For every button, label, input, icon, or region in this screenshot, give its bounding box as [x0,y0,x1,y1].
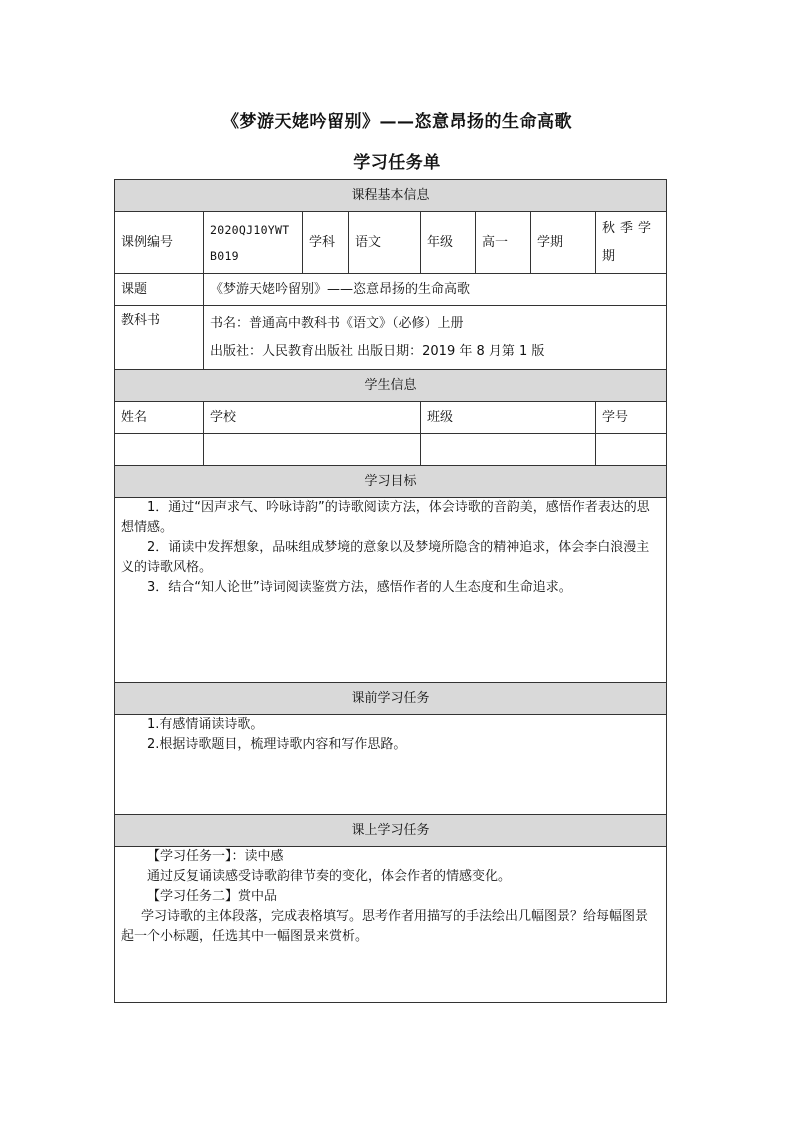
student-info-header: 学生信息 [115,370,667,402]
subject-value: 语文 [349,212,421,274]
pre-task-item: 1.有感情诵读诗歌。 [147,717,264,732]
class-field[interactable] [421,434,596,466]
subject-label: 学科 [303,212,349,274]
school-field[interactable] [204,434,421,466]
textbook-label: 教科书 [115,306,204,370]
pre-tasks-body [115,715,667,815]
class-tasks-header: 课上学习任务 [115,815,667,847]
goal-item: 1．通过“因声求气、吟咏诗韵”的诗歌阅读方法，体会诗歌的音韵美，感悟作者表达的思想情感。 [121,500,650,535]
task1-text: 通过反复诵读感受诗歌韵律节奏的变化，体会作者的情感变化。 [147,869,512,884]
name-label: 姓名 [115,402,204,434]
student-id-label: 学号 [596,402,667,434]
goals-header: 学习目标 [115,466,667,498]
textbook-name: 书名：普通高中教科书《语文》（必修）上册 [210,315,464,331]
goal-item: 3．结合“知人论世”诗词阅读鉴赏方法，感悟作者的人生态度和生命追求。 [147,580,572,595]
basic-info-header: 课程基本信息 [115,180,667,212]
topic-label: 课题 [115,274,204,306]
term-value: 秋季学期 [596,212,667,274]
textbook-publisher: 出版社：人民教育出版社 出版日期：2019 年 8 月第 1 版 [210,343,545,359]
textbook-info [204,306,667,370]
task2-title: 【学习任务二】赏中品 [147,889,278,904]
task1-title: 【学习任务一】：读中感 [147,849,284,864]
class-label: 班级 [421,402,596,434]
task2-text: 学习诗歌的主体段落，完成表格填写。思考作者用描写的手法绘出几幅图景？给每幅图景起一个小标题，任选其中一幅图景来赏析。 [121,909,649,944]
grade-label: 年级 [421,212,476,274]
student-id-field[interactable] [596,434,667,466]
document-subtitle: 学习任务单 [353,153,441,173]
school-label: 学校 [204,402,421,434]
term-label: 学期 [531,212,596,274]
document-title: 《梦游天姥吟留别》——恣意昂扬的生命高歌 [222,112,572,132]
goals-body [115,498,667,683]
grade-value: 高一 [476,212,531,274]
pre-tasks-header: 课前学习任务 [115,683,667,715]
task-sheet-table [114,179,667,1003]
pre-task-item: 2.根据诗歌题目，梳理诗歌内容和写作思路。 [147,737,407,752]
code-label: 课例编号 [115,212,204,274]
name-field[interactable] [115,434,204,466]
goal-item: 2．诵读中发挥想象，品味组成梦境的意象以及梦境所隐含的精神追求，体会李白浪漫主义的诗歌风格。 [121,540,650,575]
code-value: 2020QJ10YWTB019 [204,212,303,274]
topic-value: 《梦游天姥吟留别》——恣意昂扬的生命高歌 [204,274,667,306]
class-tasks-body [115,847,667,1003]
